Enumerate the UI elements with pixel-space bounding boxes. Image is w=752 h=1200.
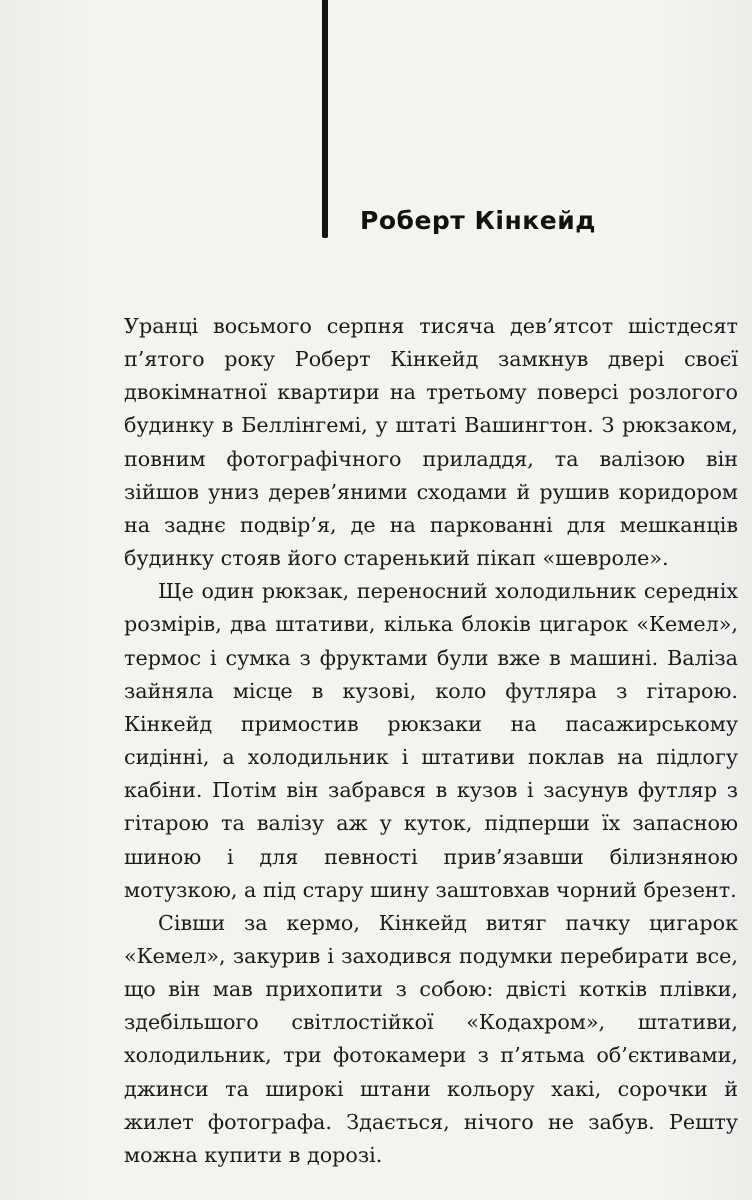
paragraph-3: Сівши за кермо, Кінкейд витяг пачку цигарок «Кемел», закурив і заходився подумки перебирати все, що він мав прихопити з собою: двісті котків плівки, здебільшого світлостійкої «Кодахром», штативи, холодильник, три фотокамери з п’ятьма об’єктивами, джинси та широкі штани кольору хакі, сорочки й жилет фотографа. Здається, нічого не забув. Решту можна купити в дорозі. (124, 910, 738, 1167)
paragraph-1: Уранці восьмого серпня тисяча дев’ятсот шістдесят п’ятого року Роберт Кінкейд замкнув двері своєї двокімнатної квартири на третьому поверсі розлогого будинку в Беллінгемі, у штаті Вашингтон. З рюкзаком, повним фотографічного приладдя, та валізою він зійшов униз дерев’яними сходами й рушив коридором на заднє подвір’я, де на паркованні для мешканців будинку стояв його старенький пікап «шевроле». (124, 314, 738, 571)
body-text (124, 310, 738, 1172)
chapter-title: Роберт Кінкейд (360, 206, 596, 235)
chapter-marker-bar (322, 0, 328, 238)
paragraph-2: Ще один рюкзак, переносний холодильник середніх розмірів, два штативи, кілька блоків цигарок «Кемел», термос і сумка з фруктами були вже в машині. Валіза зайняла місце в кузові, коло футляра з гітарою. Кінкейд примостив рюкзаки на пасажирському сидінні, а холодильник і штативи поклав на підлогу кабіни. Потім він забрався в кузов і засунув футляр з гітарою та валізу аж у куток, підперши їх запасною шиною і для певності прив’язавши білизняною мотузкою, а під стару шину заштовхав чорний брезент. (124, 579, 738, 902)
